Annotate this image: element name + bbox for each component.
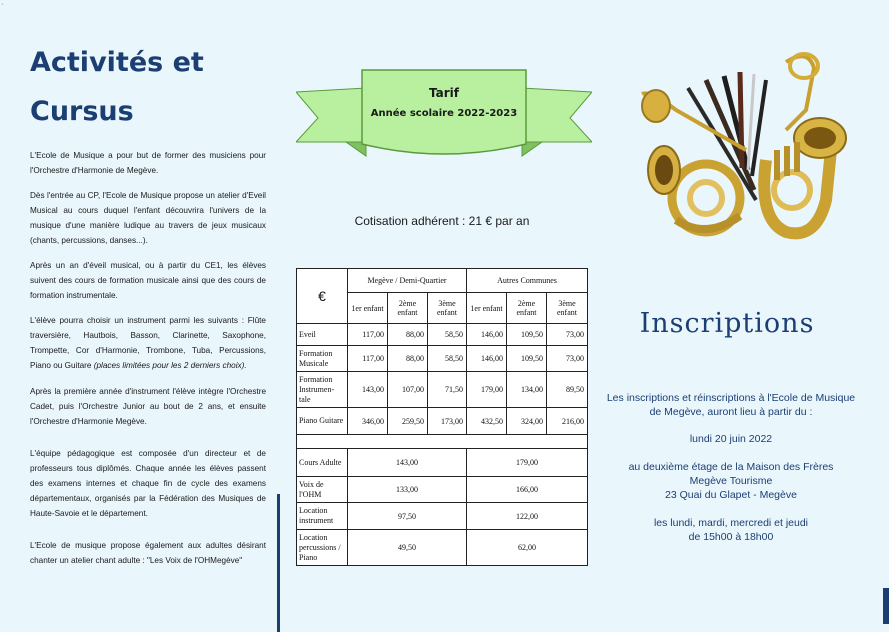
header-megeve: Megève / Demi-Quartier [348,269,467,293]
header-1er-enfant: 1er enfant [467,293,507,324]
inscriptions-date: lundi 20 juin 2022 [689,433,773,445]
instruments-text: L'élève pourra choisir un instrument parmi les suivants : Flûte traversière, Hautbois, Basson, Clarinette, Saxophone, Trompette, Cor d'Harmonie, Trombone, Tuba, Percussions, Piano ou Guitare [30,316,266,370]
header-2eme-enfant: 2ème enfant [388,293,428,324]
inscriptions-place-line-2: Megève Tourisme [689,475,773,487]
instruments-note: (places limitées pour les 2 derniers choix). [93,361,247,370]
tarif-table [296,268,588,566]
row-label: Location instrument [297,503,348,530]
paragraph-instruments [30,313,266,373]
header-2eme-enfant: 2ème enfant [507,293,547,324]
cotisation-text: Cotisation adhérent : 21 € par an [354,214,530,228]
row-label: Voix de l'OHM [297,477,348,503]
row-label: Eveil [297,324,348,346]
price-cell: 122,00 [467,503,588,530]
inscriptions-heading: Inscriptions [639,308,815,339]
fold-line [277,494,280,632]
brass-instruments-illustration [636,50,854,240]
inscriptions-hours: de 15h00 à 18h00 [688,531,774,543]
title-line-2: Cursus [30,96,134,127]
paragraph-equipe: L'équipe pédagogique est composée d'un directeur et de professeurs tous diplômés. Chaque année les élèves passent des examens internes et chaque fin de cycle des examens départementaux, organisés par la Fédération des Musiques de Haute-Savoie et le département. [30,449,266,518]
price-cell: 62,00 [467,530,588,566]
paragraph-eveil: Dès l'entrée au CP, l'Ecole de Musique propose un atelier d'Eveil Musical au cours duquel l'enfant découvrira l'univers de la musique d'une manière ludique au travers de jeux musicaux (chants, percussions, danses...). [30,191,266,245]
paragraph-intro: L'Ecole de Musique a pour but de former des musiciens pour l'Orchestre d'Harmonie de Megève. [30,151,266,175]
inscriptions-place-line-1: au deuxième étage de la Maison des Frères [628,461,834,473]
paragraph-orchestres: Après la première année d'instrument l'élève intègre l'Orchestre Cadet, puis l'Orchestre Junior au bout de 2 ans, et ensuite l'Orchestre d'Harmonie Megève. [30,387,266,426]
school-year: Année scolaire 2022-2023 [370,108,518,119]
corner-mark: · [1,1,4,8]
price-cell: 179,00 [467,449,588,477]
header-3eme-enfant: 3ème enfant [547,293,588,324]
price-cell: 179,00 [467,372,507,408]
price-cell: 58,50 [428,324,467,346]
price-cell: 432,50 [467,408,507,435]
price-cell: 71,50 [428,372,467,408]
edge-bar [883,588,889,624]
row-label: Piano Guitare [297,408,348,435]
price-cell: 146,00 [467,324,507,346]
price-cell: 58,50 [428,346,467,372]
inscriptions-days: les lundi, mardi, mercredi et jeudi [653,517,809,529]
header-3eme-enfant: 3ème enfant [428,293,467,324]
inscriptions-place-line-3: 23 Quai du Glapet - Megève [665,489,797,501]
paragraph-adultes: L'Ecole de musique propose également aux adultes désirant chanter un atelier chant adulte : "Les Voix de l'OHMegève" [30,541,266,565]
price-cell: 173,00 [428,408,467,435]
price-cell: 73,00 [547,346,588,372]
paragraph-formation: Après un an d'éveil musical, ou à partir du CE1, les élèves suivent des cours de formation musicale ainsi que des cours de formation instrumentale. [30,261,266,300]
header-autres-communes: Autres Communes [467,269,588,293]
row-label: Cours Adulte [297,449,348,477]
table-row [297,477,588,503]
page-title [30,38,270,136]
price-cell: 89,50 [547,372,588,408]
price-cell: 133,00 [348,477,467,503]
price-cell: 117,00 [348,346,388,372]
table-row [297,372,588,408]
table-row [297,324,588,346]
row-label: Formation Musicale [297,346,348,372]
price-cell: 109,50 [507,324,547,346]
price-cell: 216,00 [547,408,588,435]
price-cell: 259,50 [388,408,428,435]
header-1er-enfant: 1er enfant [348,293,388,324]
price-cell: 73,00 [547,324,588,346]
table-row [297,449,588,477]
currency-cell: € [297,269,348,324]
price-cell: 134,00 [507,372,547,408]
price-cell: 346,00 [348,408,388,435]
price-cell: 146,00 [467,346,507,372]
price-cell: 143,00 [348,372,388,408]
row-label: Location percussions / Piano [297,530,348,566]
price-cell: 49,50 [348,530,467,566]
price-cell: 324,00 [507,408,547,435]
price-cell: 166,00 [467,477,588,503]
table-row [297,503,588,530]
title-line-1: Activités et [30,47,204,78]
price-cell: 88,00 [388,324,428,346]
tarif-title: Tarif [429,86,459,100]
table-row [297,530,588,566]
price-cell: 109,50 [507,346,547,372]
price-cell: 143,00 [348,449,467,477]
spacer-row [297,435,588,449]
inscriptions-intro: Les inscriptions et réinscriptions à l'Ecole de Musique de Megève, auront lieu à partir du : [606,392,856,418]
row-label: Formation Instrumen-tale [297,372,348,408]
table-row [297,408,588,435]
price-cell: 97,50 [348,503,467,530]
price-cell: 107,00 [388,372,428,408]
price-cell: 117,00 [348,324,388,346]
price-cell: 88,00 [388,346,428,372]
table-row [297,346,588,372]
